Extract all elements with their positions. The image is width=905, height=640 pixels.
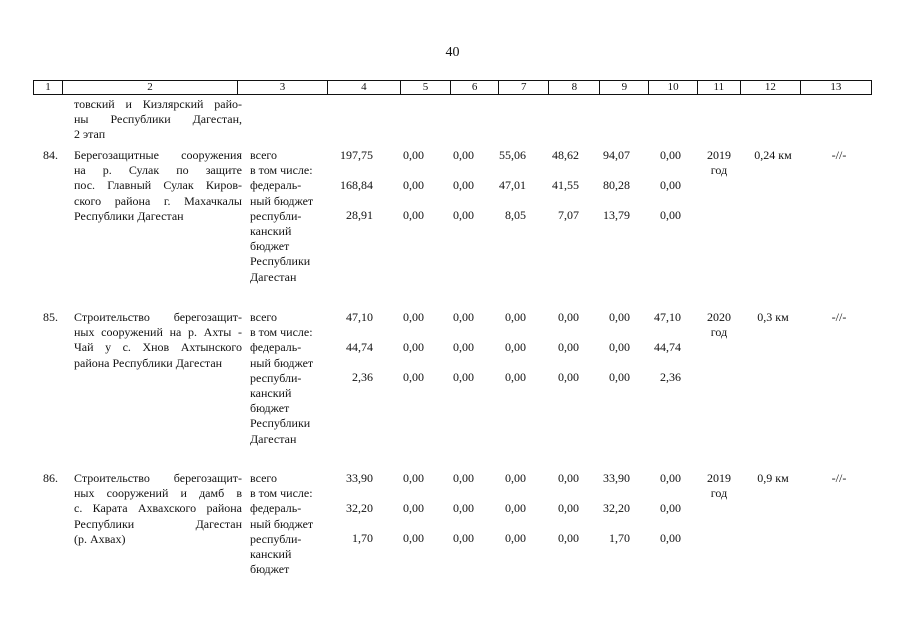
year-line: год — [710, 163, 728, 178]
value-cell: 0,00 — [403, 310, 424, 324]
value-cell: 0,00 — [403, 208, 424, 222]
value-cell: 55,06 — [499, 148, 526, 162]
value-cell: 0,00 — [609, 340, 630, 354]
column-header: 11 — [698, 81, 741, 94]
continuation-line: товский и Кизлярский райо- — [74, 97, 242, 111]
value-cell: 28,91 — [346, 208, 373, 222]
value-cell: 0,00 — [453, 148, 474, 162]
funding-source — [250, 148, 313, 285]
value-cell: 0,00 — [403, 178, 424, 192]
table-header-row — [33, 80, 872, 95]
funding-source-line: федераль- — [250, 340, 302, 355]
description-line: ского района г. Махачкалы — [74, 193, 242, 208]
funding-source-line: в том числе: — [250, 325, 313, 340]
column-header: 10 — [649, 81, 697, 94]
value-cell: 44,74 — [654, 340, 681, 354]
note-cell: -//- — [831, 310, 847, 324]
funding-source-line: канский — [250, 547, 292, 562]
value-cell: 47,10 — [654, 310, 681, 324]
column-header: 2 — [63, 81, 238, 94]
value-cell: 0,00 — [453, 501, 474, 515]
funding-source-line: Республики — [250, 254, 311, 269]
value-cell: 0,00 — [558, 340, 579, 354]
funding-source-line: ный бюджет — [250, 355, 314, 370]
value-cell: 0,00 — [660, 208, 681, 222]
value-cell: 1,70 — [609, 531, 630, 545]
value-cell: 13,79 — [603, 208, 630, 222]
value-cell: 41,55 — [552, 178, 579, 192]
description-line: (р. Ахвах) — [74, 531, 126, 546]
funding-source-line: в том числе: — [250, 163, 313, 178]
year-cell — [697, 471, 741, 501]
funding-source-line: Республики — [250, 416, 311, 431]
note-cell: -//- — [831, 471, 847, 485]
description-line: Строительство берегозащит- — [74, 471, 242, 485]
funding-source — [250, 310, 313, 447]
column-header: 9 — [600, 81, 649, 94]
value-cell: 0,00 — [558, 501, 579, 515]
value-cell: 0,00 — [558, 370, 579, 384]
value-cell: 0,00 — [453, 178, 474, 192]
funding-source-line: в том числе: — [250, 486, 313, 501]
value-cell: 0,00 — [660, 148, 681, 162]
description-line: Строительство берегозащит- — [74, 310, 242, 324]
value-cell: 0,00 — [505, 310, 526, 324]
column-header: 8 — [549, 81, 600, 94]
description-line: с. Карата Ахвахского района — [74, 501, 242, 516]
funding-source-line: ный бюджет — [250, 516, 314, 531]
description-line: на р. Сулак по защите — [74, 163, 242, 178]
value-cell: 0,00 — [453, 340, 474, 354]
value-cell: 0,00 — [660, 471, 681, 485]
funding-source-line: федераль- — [250, 178, 302, 193]
column-header: 6 — [451, 81, 499, 94]
value-cell: 2,36 — [660, 370, 681, 384]
value-cell: 0,00 — [505, 370, 526, 384]
year-line: 2019 — [707, 148, 731, 162]
row-number: 86. — [43, 471, 58, 485]
value-cell: 0,00 — [453, 370, 474, 384]
year-line: 2019 — [707, 471, 731, 485]
value-cell: 0,00 — [505, 340, 526, 354]
description-line: ных сооружений и дамб в — [74, 486, 242, 501]
funding-source-line: республи- — [250, 370, 302, 385]
funding-source-line: бюджет — [250, 239, 290, 254]
value-cell: 0,00 — [505, 531, 526, 545]
value-cell: 7,07 — [558, 208, 579, 222]
value-cell: 2,36 — [352, 370, 373, 384]
funding-source-line: всего — [250, 310, 278, 324]
column-header: 7 — [499, 81, 549, 94]
column-header: 4 — [328, 81, 401, 94]
funding-source-line: республи- — [250, 208, 302, 223]
description-line: района Республики Дагестан — [74, 355, 223, 370]
row-number: 84. — [43, 148, 58, 162]
year-line: 2020 — [707, 310, 731, 324]
funding-source-line: всего — [250, 148, 278, 162]
value-cell: 33,90 — [346, 471, 373, 485]
value-cell: 168,84 — [340, 178, 373, 192]
year-cell — [697, 148, 741, 178]
column-header: 1 — [34, 81, 63, 94]
year-cell — [697, 310, 741, 340]
funding-source-line: Дагестан — [250, 269, 297, 284]
object-description — [74, 148, 242, 224]
value-cell: 0,00 — [453, 531, 474, 545]
funding-source-line: Дагестан — [250, 431, 297, 446]
value-cell: 0,00 — [453, 208, 474, 222]
value-cell: 33,90 — [603, 471, 630, 485]
funding-source-line: канский — [250, 386, 292, 401]
column-header: 3 — [238, 81, 328, 94]
description-line: Берегозащитные сооружения — [74, 148, 242, 162]
value-cell: 0,00 — [403, 501, 424, 515]
continuation-line: 2 этап — [74, 127, 106, 142]
value-cell: 48,62 — [552, 148, 579, 162]
column-header: 5 — [401, 81, 451, 94]
value-cell: 0,00 — [403, 471, 424, 485]
value-cell: 0,00 — [403, 531, 424, 545]
year-line: год — [710, 325, 728, 340]
description-line: ных сооружений на р. Ахты - — [74, 325, 242, 340]
description-line: Республики Дагестан — [74, 208, 184, 223]
value-cell: 44,74 — [346, 340, 373, 354]
note-cell: -//- — [831, 148, 847, 162]
page-number: 40 — [445, 45, 460, 60]
value-cell: 0,00 — [505, 471, 526, 485]
value-cell: 0,00 — [558, 310, 579, 324]
continuation-text — [74, 97, 242, 143]
description-line: Чай у с. Хнов Ахтынского — [74, 340, 242, 355]
value-cell: 80,28 — [603, 178, 630, 192]
value-cell: 0,00 — [660, 531, 681, 545]
value-cell: 197,75 — [340, 148, 373, 162]
length-cell: 0,9 км — [757, 471, 789, 485]
value-cell: 1,70 — [352, 531, 373, 545]
value-cell: 0,00 — [660, 178, 681, 192]
value-cell: 47,01 — [499, 178, 526, 192]
value-cell: 0,00 — [453, 310, 474, 324]
value-cell: 0,00 — [660, 501, 681, 515]
funding-source-line: бюджет — [250, 401, 290, 416]
description-line: Республики Дагестан — [74, 516, 242, 531]
value-cell: 0,00 — [453, 471, 474, 485]
column-header: 12 — [741, 81, 801, 94]
object-description — [74, 310, 242, 371]
value-cell: 0,00 — [403, 340, 424, 354]
funding-source-line: ный бюджет — [250, 193, 314, 208]
year-line: год — [710, 486, 728, 501]
value-cell: 0,00 — [558, 531, 579, 545]
value-cell: 0,00 — [505, 501, 526, 515]
value-cell: 32,20 — [603, 501, 630, 515]
value-cell: 8,05 — [505, 208, 526, 222]
value-cell: 0,00 — [403, 370, 424, 384]
length-cell: 0,24 км — [754, 148, 792, 162]
value-cell: 0,00 — [609, 370, 630, 384]
column-header: 13 — [830, 81, 842, 93]
value-cell: 94,07 — [603, 148, 630, 162]
description-line: пос. Главный Сулак Киров- — [74, 178, 242, 193]
row-number: 85. — [43, 310, 58, 324]
funding-source-line: всего — [250, 471, 278, 485]
value-cell: 32,20 — [346, 501, 373, 515]
funding-source — [250, 471, 313, 577]
value-cell: 0,00 — [609, 310, 630, 324]
funding-source-line: федераль- — [250, 501, 302, 516]
funding-source-line: бюджет — [250, 562, 290, 577]
funding-source-line: канский — [250, 224, 292, 239]
value-cell: 0,00 — [558, 471, 579, 485]
value-cell: 47,10 — [346, 310, 373, 324]
value-cell: 0,00 — [403, 148, 424, 162]
funding-source-line: республи- — [250, 531, 302, 546]
object-description — [74, 471, 242, 547]
continuation-line: ны Республики Дагестан, — [74, 112, 242, 127]
length-cell: 0,3 км — [757, 310, 789, 324]
